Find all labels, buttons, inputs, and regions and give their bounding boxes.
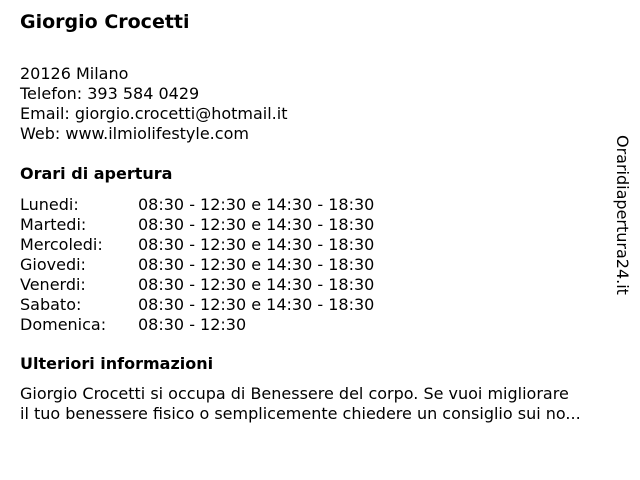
day-label: Mercoledi: (20, 235, 103, 254)
additional-info-text (20, 384, 632, 424)
phone: Telefon: 393 584 0429 (20, 84, 200, 103)
business-name: Giorgio Crocetti (20, 11, 190, 33)
watermark (610, 135, 634, 315)
watermark-text: Oraridiapertura24.it (613, 135, 632, 295)
contact-block (20, 64, 287, 144)
time-range: 08:30 - 12:30 e 14:30 - 18:30 (138, 295, 375, 314)
day-label: Domenica: (20, 315, 107, 334)
time-range: 08:30 - 12:30 e 14:30 - 18:30 (138, 255, 375, 274)
opening-hours-heading: Orari di apertura (20, 164, 173, 183)
time-range: 08:30 - 12:30 e 14:30 - 18:30 (138, 195, 375, 214)
info-line: Giorgio Crocetti si occupa di Benessere del corpo. Se vuoi migliorare (20, 384, 569, 403)
day-label: Giovedi: (20, 255, 86, 274)
additional-info-heading: Ulteriori informazioni (20, 354, 214, 373)
day-label: Sabato: (20, 295, 82, 314)
day-label: Lunedi: (20, 195, 79, 214)
info-line: il tuo benessere fisico o semplicemente chiedere un consiglio sui no... (20, 404, 581, 423)
time-range: 08:30 - 12:30 (138, 315, 247, 334)
day-label: Venerdi: (20, 275, 86, 294)
email: Email: giorgio.crocetti@hotmail.it (20, 104, 288, 123)
website: Web: www.ilmiolifestyle.com (20, 124, 249, 143)
time-range: 08:30 - 12:30 e 14:30 - 18:30 (138, 215, 375, 234)
time-range: 08:30 - 12:30 e 14:30 - 18:30 (138, 275, 375, 294)
day-label: Martedi: (20, 215, 87, 234)
address: 20126 Milano (20, 64, 129, 83)
time-range: 08:30 - 12:30 e 14:30 - 18:30 (138, 235, 375, 254)
